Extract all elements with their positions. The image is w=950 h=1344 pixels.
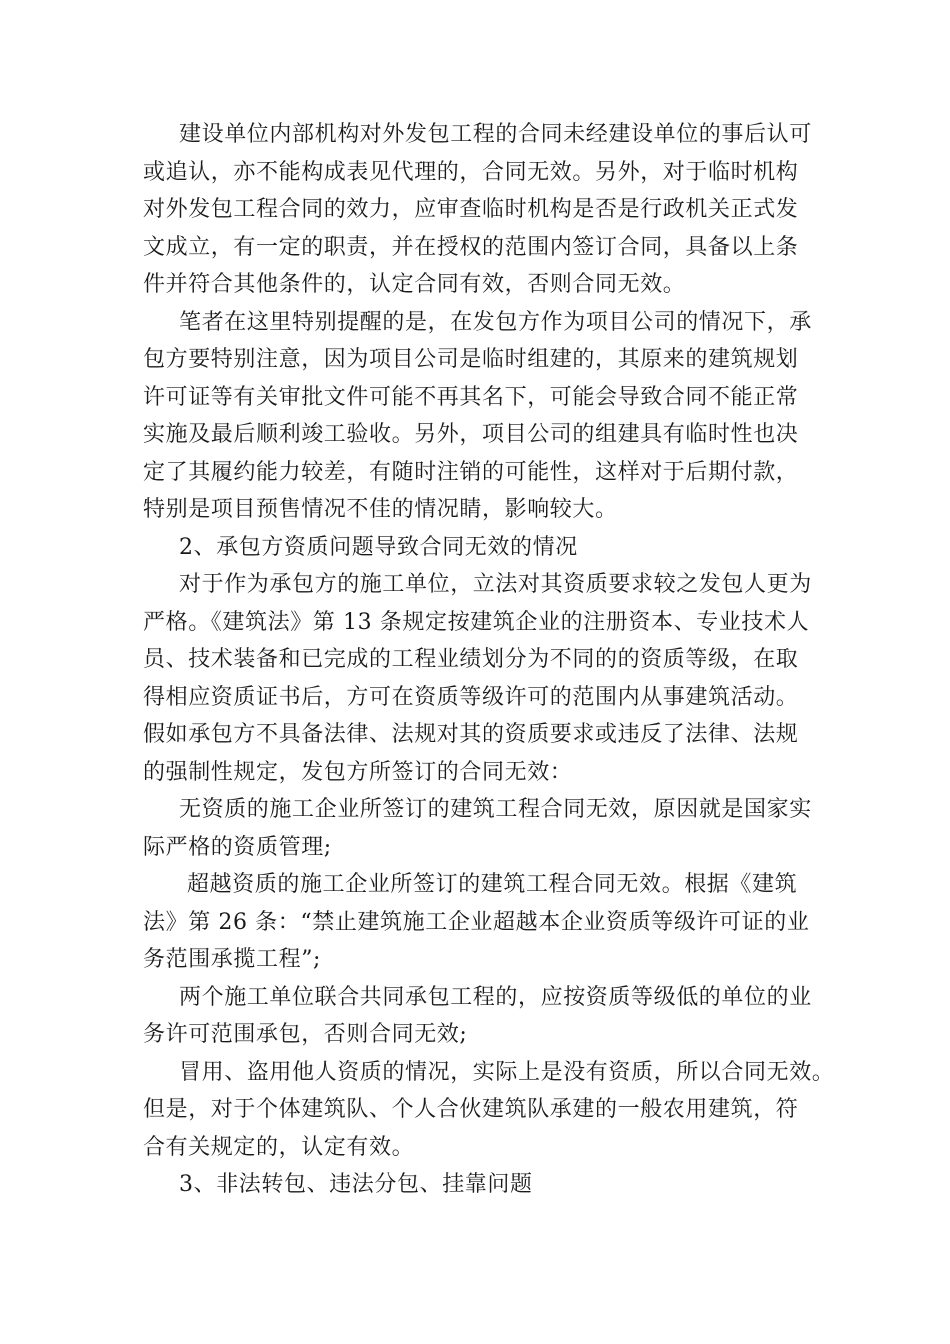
body-paragraph bbox=[143, 304, 833, 529]
paragraph-line: 际严格的资质管理; bbox=[143, 834, 332, 860]
paragraph-line: 定了其履约能力较差，有随时注销的可能性，这样对于后期付款， bbox=[143, 459, 799, 485]
heading-text: 3、非法转包、违法分包、挂靠问题 bbox=[179, 1172, 533, 1197]
heading-text: 2、承包方资质问题导致合同无效的情况 bbox=[179, 534, 578, 560]
paragraph-line: 冒用、盗用他人资质的情况，实际上是没有资质，所以合同无效。 bbox=[179, 1059, 835, 1085]
paragraph-line: 无资质的施工企业所签订的建筑工程合同无效，原因就是国家实 bbox=[179, 797, 812, 822]
paragraph-line: 特别是项目预售情况不佳的情况睛，影响较大。 bbox=[143, 497, 618, 522]
paragraph-line: 包方要特别注意，因为项目公司是临时组建的，其原来的建筑规划 bbox=[143, 347, 799, 372]
document-body bbox=[143, 116, 833, 1204]
body-paragraph bbox=[143, 566, 833, 791]
body-paragraph bbox=[143, 116, 833, 304]
paragraph-line: 件并符合其他条件的，认定合同有效，否则合同无效。 bbox=[143, 272, 686, 297]
paragraph-line: 超越资质的施工企业所签订的建筑工程合同无效。根据《建筑 bbox=[187, 872, 798, 897]
paragraph-line: 务范围承揽工程”; bbox=[143, 947, 322, 972]
paragraph-line: 的强制性规定，发包方所签订的合同无效： bbox=[143, 759, 573, 785]
paragraph-line: 实施及最后顺利竣工验收。另外，项目公司的组建具有临时性也决 bbox=[143, 422, 799, 447]
paragraph-line: 得相应资质证书后，方可在资质等级许可的范围内从事建筑活动。 bbox=[143, 684, 799, 710]
paragraph-line: 法》第 26 条：“禁止建筑施工企业超越本企业资质等级许可证的业 bbox=[143, 909, 810, 935]
paragraph-line: 员、技术装备和已完成的工程业绩划分为不同的的资质等级，在取 bbox=[143, 647, 799, 672]
section-heading bbox=[143, 1166, 833, 1204]
paragraph-line: 许可证等有关审批文件可能不再其名下，可能会导致合同不能正常 bbox=[143, 384, 799, 410]
body-paragraph bbox=[143, 979, 833, 1054]
paragraph-line: 对于作为承包方的施工单位，立法对其资质要求较之发包人更为 bbox=[179, 572, 812, 597]
paragraph-line: 文成立，有一定的职责，并在授权的范围内签订合同，具备以上条 bbox=[143, 234, 799, 260]
paragraph-line: 笔者在这里特别提醒的是，在发包方作为项目公司的情况下，承 bbox=[179, 309, 812, 335]
paragraph-line: 但是，对于个体建筑队、个人合伙建筑队承建的一般农用建筑，符 bbox=[143, 1097, 799, 1122]
section-heading bbox=[143, 529, 833, 567]
paragraph-line: 假如承包方不具备法律、法规对其的资质要求或违反了法律、法规 bbox=[143, 722, 799, 747]
body-paragraph bbox=[143, 866, 833, 979]
paragraph-line: 建设单位内部机构对外发包工程的合同未经建设单位的事后认可 bbox=[179, 122, 812, 147]
paragraph-line: 对外发包工程合同的效力，应审查临时机构是否是行政机关正式发 bbox=[143, 197, 799, 222]
body-paragraph bbox=[143, 1054, 833, 1167]
paragraph-line: 两个施工单位联合共同承包工程的，应按资质等级低的单位的业 bbox=[179, 984, 812, 1010]
body-paragraph bbox=[143, 791, 833, 866]
paragraph-line: 务许可范围承包，否则合同无效; bbox=[143, 1022, 468, 1047]
paragraph-line: 严格。《建筑法》第 13 条规定按建筑企业的注册资本、专业技术人 bbox=[143, 609, 810, 635]
paragraph-line: 或追认，亦不能构成表见代理的，合同无效。另外，对于临时机构 bbox=[143, 159, 799, 185]
paragraph-line: 合有关规定的，认定有效。 bbox=[143, 1134, 415, 1160]
